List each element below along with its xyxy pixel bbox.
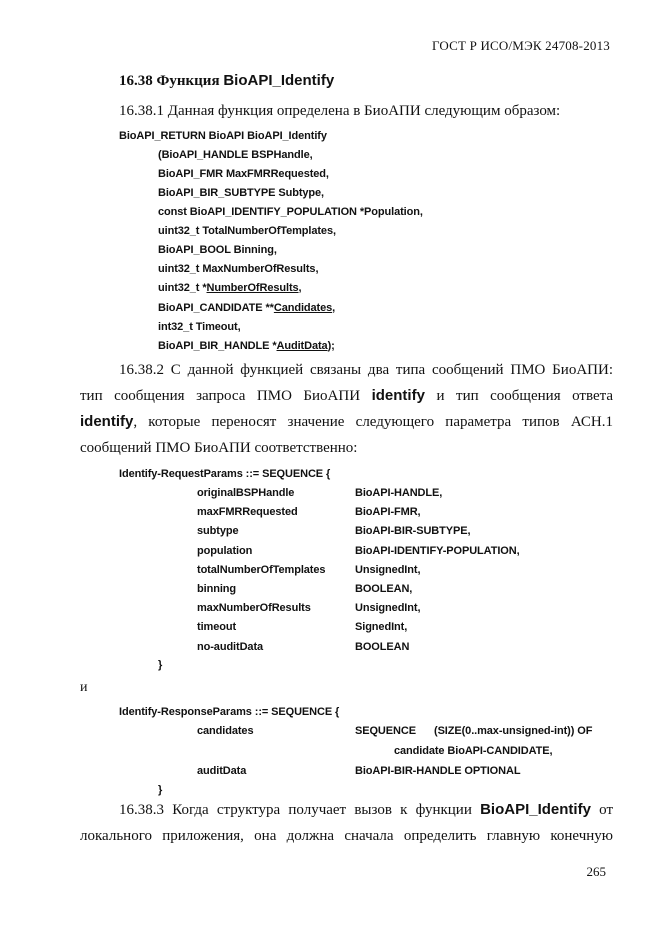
request-field-type: BioAPI-IDENTIFY-POPULATION, xyxy=(355,545,520,557)
paragraph-16-38-2-line-4: сообщений ПМО БиоАПИ соответственно: xyxy=(80,440,358,456)
signature-line-6: BioAPI_BOOL Binning, xyxy=(158,244,277,256)
paragraph-16-38-2-line-3 xyxy=(80,409,613,435)
signature-line-8-param: NumberOfResults xyxy=(206,282,299,294)
request-field-type: BioAPI-FMR, xyxy=(355,506,421,518)
response-field-candidates-element: candidate BioAPI-CANDIDATE, xyxy=(394,745,553,757)
para3-keyword-function: BioAPI_Identify xyxy=(480,801,591,818)
response-field-candidates-type: SEQUENCE xyxy=(355,725,416,737)
paragraph-16-38-1: 16.38.1 Данная функция определена в БиоАПИ следующим образом: xyxy=(119,103,561,119)
request-field-type: UnsignedInt, xyxy=(355,564,421,576)
para2-line3-text: , которые переносят значение следующего параметра типов АСН.1 xyxy=(133,414,613,430)
signature-line-7: uint32_t MaxNumberOfResults, xyxy=(158,263,319,275)
request-field-name: population xyxy=(197,545,253,557)
signature-line-3: BioAPI_BIR_SUBTYPE Subtype, xyxy=(158,187,324,199)
request-params-header: Identify-RequestParams ::= SEQUENCE { xyxy=(119,468,331,480)
section-title-word: Функция xyxy=(156,73,220,89)
request-field-type: SignedInt, xyxy=(355,621,408,633)
signature-line-11-suffix: ); xyxy=(327,340,335,352)
response-params-header: Identify-ResponseParams ::= SEQUENCE { xyxy=(119,706,340,718)
para2-line2-text-b: и тип сообщения ответа xyxy=(436,388,614,404)
signature-line-8 xyxy=(158,282,302,294)
paragraph-16-38-3-line-2: локального приложения, она должна сначала определить главную конечную xyxy=(80,828,613,844)
signature-line-11-param: AuditData xyxy=(276,340,328,352)
signature-line-9-prefix: BioAPI_CANDIDATE ** xyxy=(158,302,274,314)
request-field-name: maxFMRRequested xyxy=(197,506,298,518)
request-field-type: UnsignedInt, xyxy=(355,602,421,614)
request-field-name: subtype xyxy=(197,525,239,537)
section-function-name: BioAPI_Identify xyxy=(223,72,335,89)
request-params-close: } xyxy=(158,659,163,671)
response-field-auditdata-type: BioAPI-BIR-HANDLE OPTIONAL xyxy=(355,765,521,777)
para3-line1-text-a: 16.38.3 Когда структура получает вызов к функции xyxy=(119,802,472,818)
signature-line-10: int32_t Timeout, xyxy=(158,321,241,333)
request-field-name: maxNumberOfResults xyxy=(197,602,311,614)
page-number: 265 xyxy=(586,864,606,879)
signature-line-9-suffix: , xyxy=(332,302,336,314)
signature-line-8-suffix: , xyxy=(298,282,302,294)
request-field-name: binning xyxy=(197,583,237,595)
request-field-name: originalBSPHandle xyxy=(197,487,295,499)
para2-keyword-identify-2: identify xyxy=(80,413,134,430)
page-header: ГОСТ Р ИСО/МЭК 24708-2013 xyxy=(431,38,610,53)
response-params-close: } xyxy=(158,784,163,796)
signature-line-5: uint32_t TotalNumberOfTemplates, xyxy=(158,225,336,237)
response-field-candidates-name: candidates xyxy=(197,725,254,737)
section-heading xyxy=(119,72,334,90)
signature-line-11-prefix: BioAPI_BIR_HANDLE * xyxy=(158,340,277,352)
signature-line-9-param: Candidates xyxy=(273,302,333,314)
request-field-type: BOOLEAN xyxy=(355,641,410,653)
signature-line-11 xyxy=(158,340,335,352)
request-field-type: BioAPI-BIR-SUBTYPE, xyxy=(355,525,471,537)
request-field-name: no-auditData xyxy=(197,641,264,653)
response-field-auditdata-name: auditData xyxy=(197,765,247,777)
request-field-type: BOOLEAN, xyxy=(355,583,413,595)
conjunction: и xyxy=(80,680,88,695)
signature-line-2: BioAPI_FMR MaxFMRRequested, xyxy=(158,168,329,180)
paragraph-16-38-2-line-1: 16.38.2 С данной функцией связаны два типа сообщений ПМО БиоАПИ: xyxy=(119,362,613,378)
request-field-name: totalNumberOfTemplates xyxy=(197,564,326,576)
request-field-type: BioAPI-HANDLE, xyxy=(355,487,443,499)
response-field-candidates-size: (SIZE(0..max-unsigned-int)) OF xyxy=(434,725,593,737)
signature-line-8-prefix: uint32_t * xyxy=(158,282,207,294)
paragraph-16-38-3-line-1 xyxy=(119,797,613,823)
para2-keyword-identify-1: identify xyxy=(371,387,425,404)
paragraph-16-38-2-line-2 xyxy=(80,383,613,409)
signature-line-1: (BioAPI_HANDLE BSPHandle, xyxy=(158,149,313,161)
para3-line1-text-b: от xyxy=(599,802,614,818)
signature-line-0: BioAPI_RETURN BioAPI BioAPI_Identify xyxy=(119,130,327,142)
para2-line2-text-a: тип сообщения запроса ПМО БиоАПИ xyxy=(80,388,361,404)
signature-line-9 xyxy=(158,302,335,314)
request-field-name: timeout xyxy=(197,621,237,633)
signature-line-4: const BioAPI_IDENTIFY_POPULATION *Population, xyxy=(158,206,423,218)
section-number: 16.38 xyxy=(119,73,153,89)
